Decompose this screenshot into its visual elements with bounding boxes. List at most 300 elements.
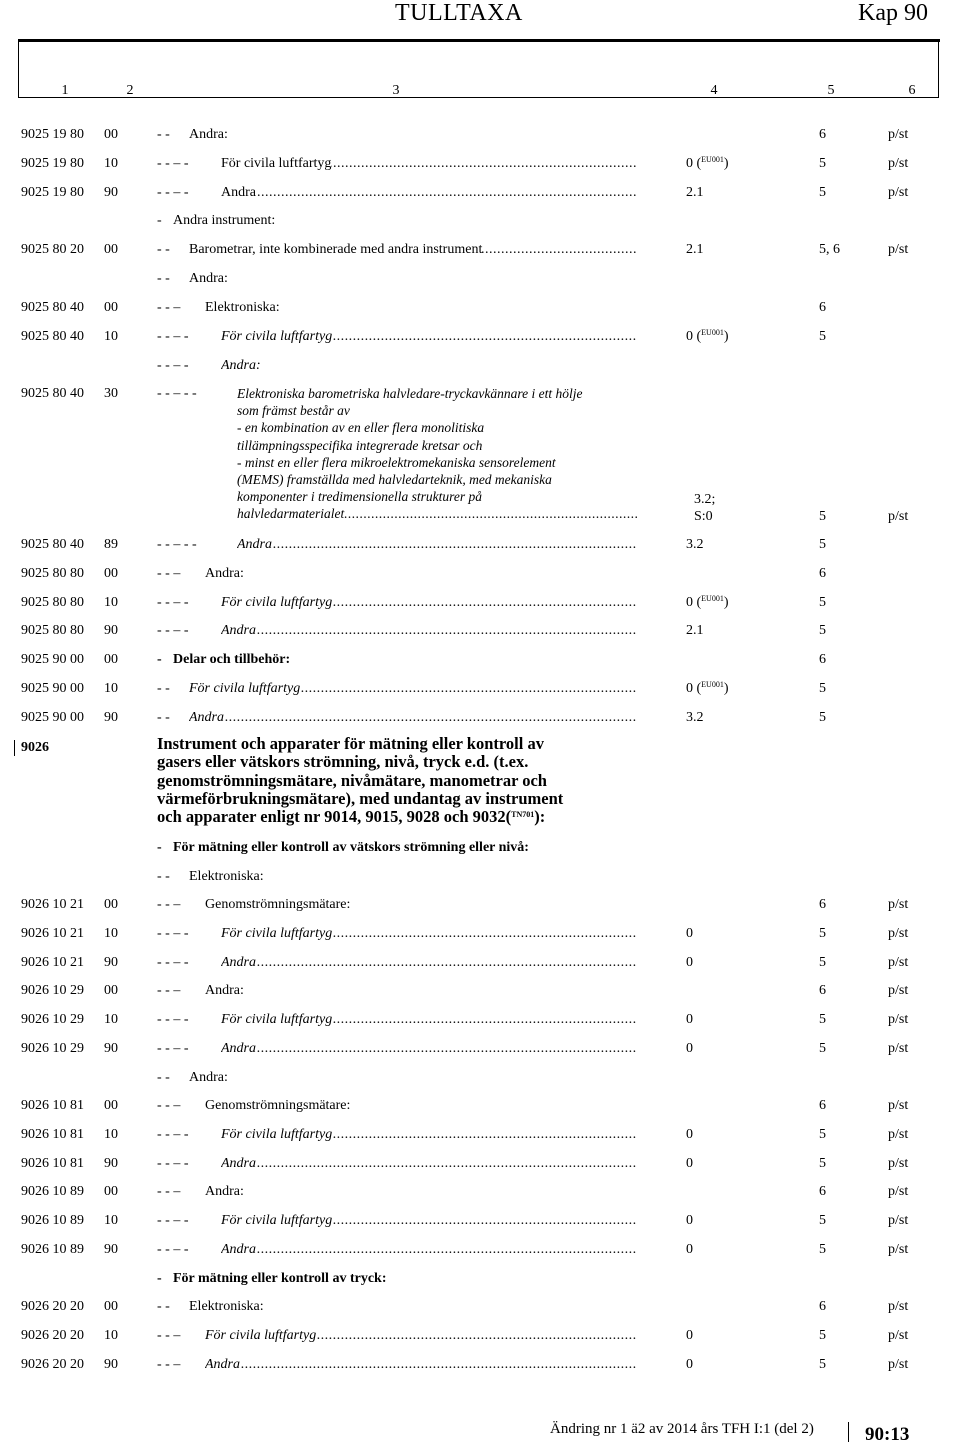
- column-5-value: 5: [819, 156, 826, 171]
- description-text: Andra:: [205, 566, 244, 581]
- commodity-code: 9026 20 20: [21, 1328, 84, 1343]
- unit: p/st: [888, 983, 909, 998]
- duty-rate-note: EU001: [701, 594, 724, 603]
- description-text: För civila luftfartyg: [205, 1328, 317, 1343]
- description-text: För civila luftfartyg: [221, 1012, 333, 1027]
- column-5-value: 6: [819, 127, 826, 142]
- description: [173, 1270, 386, 1287]
- description-text: För civila luftfartyg: [189, 681, 301, 696]
- commodity-code: 9025 90 00: [21, 652, 84, 667]
- duty-rate-close: ): [723, 329, 729, 344]
- description-line: [237, 419, 637, 436]
- indent-dashes: - - – -: [157, 1242, 189, 1257]
- description-text: Barometrar, inte kombinerade med andra instrument: [189, 242, 483, 257]
- commodity-code: 9025 80 80: [21, 595, 84, 610]
- duty-rate: S:0: [694, 509, 713, 524]
- commodity-code: 9025 80 80: [21, 623, 84, 638]
- commodity-code: 9025 90 00: [21, 710, 84, 725]
- description-line-text: komponenter i tredimensionella strukturer på: [237, 489, 482, 505]
- duty-rate-value: 2.1: [686, 242, 704, 257]
- stat-code: 90: [104, 710, 118, 725]
- duty-rate-note: EU001: [701, 328, 724, 337]
- duty-rate-close: ): [723, 681, 729, 696]
- description-line-text: - minst en eller flera mikroelektromekaniska sensorelement: [237, 454, 556, 470]
- commodity-code: 9025 80 80: [21, 566, 84, 581]
- description: [221, 594, 636, 611]
- description-text: Andra: [221, 1242, 256, 1257]
- indent-dashes: - -: [157, 1070, 170, 1085]
- duty-rate: [686, 680, 729, 697]
- description-line: [237, 505, 637, 522]
- description: [237, 385, 637, 523]
- duty-rate: [686, 184, 704, 201]
- description-text: Andra: [221, 1041, 256, 1056]
- duty-rate: [686, 155, 729, 172]
- description: [189, 1298, 264, 1315]
- column-5-value: 6: [819, 566, 826, 581]
- duty-rate-value: 0 (: [686, 329, 702, 344]
- indent-dashes: - -: [157, 271, 170, 286]
- description: [221, 622, 636, 639]
- duty-rate: [686, 536, 704, 553]
- indent-dashes: - - – -: [157, 358, 189, 373]
- indent-dashes: - - – -: [157, 955, 189, 970]
- description-line-text: som främst består av: [237, 403, 350, 419]
- duty-rate: [686, 1126, 693, 1143]
- commodity-code: 9026 10 29: [21, 1041, 84, 1056]
- column-5-value: 6: [819, 897, 826, 912]
- description: [221, 184, 636, 201]
- heading-tail: ):: [534, 807, 546, 827]
- duty-rate: [686, 925, 693, 942]
- indent-dashes: -: [157, 652, 162, 667]
- indent-dashes: - - – -: [157, 1041, 189, 1056]
- stat-code: 10: [104, 329, 118, 344]
- description-line-text: - en kombination av en eller flera monolitiska: [237, 420, 485, 436]
- duty-rate-value: 0: [686, 1041, 693, 1056]
- stat-code: 90: [104, 185, 118, 200]
- stat-code: 00: [104, 897, 118, 912]
- commodity-code: 9026 20 20: [21, 1299, 84, 1314]
- column-number-3: 3: [392, 83, 400, 98]
- unit: p/st: [888, 1184, 909, 1199]
- duty-rate: [686, 1040, 693, 1057]
- unit: p/st: [888, 156, 909, 171]
- duty-rate-value: 0: [686, 1012, 693, 1027]
- column-5-value: 5: [819, 1127, 826, 1142]
- description: [205, 299, 280, 316]
- duty-rate-value: 3.2: [686, 710, 704, 725]
- stat-code: 00: [104, 983, 118, 998]
- duty-rate: [686, 1155, 693, 1172]
- unit: p/st: [888, 1357, 909, 1372]
- stat-code: 00: [104, 1184, 118, 1199]
- description-text: Elektroniska:: [189, 1299, 264, 1314]
- duty-rate-value: 0: [686, 1242, 693, 1257]
- column-5-value: 5: [819, 710, 826, 725]
- commodity-code: 9025 80 40: [21, 537, 84, 552]
- duty-rate-value: 0: [686, 1328, 693, 1343]
- description-line: [237, 454, 637, 471]
- indent-dashes: - -: [157, 1299, 170, 1314]
- unit: p/st: [888, 1299, 909, 1314]
- description-text: Andra: [221, 623, 256, 638]
- commodity-code: 9026 10 81: [21, 1098, 84, 1113]
- indent-dashes: -: [157, 213, 162, 228]
- description-text: Andra instrument:: [173, 213, 276, 228]
- indent-dashes: - - – -: [157, 1156, 189, 1171]
- indent-dashes: - - –: [157, 300, 181, 315]
- stat-code: 00: [104, 127, 118, 142]
- description: [237, 536, 636, 553]
- duty-rate: [686, 1212, 693, 1229]
- unit: p/st: [888, 1242, 909, 1257]
- unit: p/st: [888, 1098, 909, 1113]
- commodity-code: 9026 10 21: [21, 897, 84, 912]
- description: [173, 651, 290, 668]
- indent-dashes: - - –: [157, 1357, 181, 1372]
- duty-rate: [686, 328, 729, 345]
- stat-code: 10: [104, 926, 118, 941]
- commodity-code: 9025 90 00: [21, 681, 84, 696]
- column-5-value: 6: [819, 983, 826, 998]
- stat-code: 10: [104, 1328, 118, 1343]
- description-text: Genomströmningsmätare:: [205, 897, 351, 912]
- description-text: Andra: [189, 710, 224, 725]
- description-text: Andra:: [189, 1070, 228, 1085]
- indent-dashes: -: [157, 1271, 162, 1286]
- description-text: För civila luftfartyg: [221, 926, 333, 941]
- description-text: Andra:: [205, 983, 244, 998]
- indent-dashes: - - –: [157, 983, 181, 998]
- column-5-value: 5: [819, 1041, 826, 1056]
- description-line: [237, 402, 637, 419]
- stat-code: 10: [104, 1012, 118, 1027]
- stat-code: 00: [104, 566, 118, 581]
- unit: p/st: [888, 185, 909, 200]
- indent-dashes: - - – -: [157, 623, 189, 638]
- duty-rate-value: 3.2: [686, 537, 704, 552]
- column-5-value: 5: [819, 595, 826, 610]
- description: [205, 896, 350, 913]
- description: [205, 1356, 636, 1373]
- indent-dashes: - - –: [157, 1098, 181, 1113]
- heading-line: värmeförbrukningsmätare), med undantag av instrument: [157, 788, 564, 808]
- indent-dashes: - - – -: [157, 1127, 189, 1142]
- indent-dashes: -: [157, 840, 162, 855]
- duty-rate-value: 0: [686, 1213, 693, 1228]
- duty-rate-close: ): [723, 595, 729, 610]
- description-text: För civila luftfartyg: [221, 1213, 333, 1228]
- description: [205, 982, 244, 999]
- stat-code: 90: [104, 1357, 118, 1372]
- duty-rate: [686, 594, 729, 611]
- commodity-code: 9026 10 29: [21, 983, 84, 998]
- description: [221, 1011, 636, 1028]
- duty-rate-value: 2.1: [686, 185, 704, 200]
- description: [205, 1183, 244, 1200]
- description-line: [237, 488, 637, 505]
- duty-rate-value: 0 (: [686, 595, 702, 610]
- stat-code: 00: [104, 1098, 118, 1113]
- change-marker: [14, 740, 15, 756]
- stat-code: 90: [104, 955, 118, 970]
- indent-dashes: - - – -: [157, 595, 189, 610]
- indent-dashes: - -: [157, 242, 170, 257]
- duty-rate: 3.2;: [694, 492, 716, 507]
- description-text: Andra: [221, 1156, 256, 1171]
- duty-rate-close: ): [723, 156, 729, 171]
- duty-rate: [686, 241, 704, 258]
- duty-rate-value: 0: [686, 955, 693, 970]
- description-line: [237, 385, 637, 402]
- heading-note-ref: TN701: [511, 810, 535, 820]
- description: [205, 1327, 636, 1344]
- column-number-5: 5: [827, 83, 835, 98]
- description: [173, 212, 275, 229]
- description: [173, 839, 529, 856]
- column-5-value: 5: [819, 681, 826, 696]
- description-text: Andra:: [221, 358, 261, 373]
- page-number: 90:13: [865, 1424, 910, 1445]
- description: [189, 709, 636, 726]
- stat-code: 00: [104, 300, 118, 315]
- column-5-value: 6: [819, 1184, 826, 1199]
- indent-dashes: - - – -: [157, 185, 189, 200]
- document-title: TULLTAXA: [395, 0, 523, 26]
- description-text: Genomströmningsmätare:: [205, 1098, 351, 1113]
- footer-rule: [848, 1422, 849, 1442]
- indent-dashes: - -: [157, 127, 170, 142]
- indent-dashes: - - – -: [157, 1213, 189, 1228]
- unit: p/st: [888, 955, 909, 970]
- duty-rate: [686, 1011, 693, 1028]
- unit: p/st: [888, 1041, 909, 1056]
- stat-code: 10: [104, 595, 118, 610]
- unit: p/st: [888, 1127, 909, 1142]
- description-text: För mätning eller kontroll av vätskors strömning eller nivå:: [173, 840, 529, 855]
- indent-dashes: - -: [157, 869, 170, 884]
- column-5-value: 5: [819, 1357, 826, 1372]
- column-number-2: 2: [126, 83, 134, 98]
- unit: p/st: [888, 1213, 909, 1228]
- description-text: För civila luftfartyg: [221, 595, 333, 610]
- indent-dashes: - -: [157, 710, 170, 725]
- column-5-value: 5: [819, 623, 826, 638]
- indent-dashes: - - –: [157, 1328, 181, 1343]
- heading-line: gasers eller vätskors strömning, nivå, tryck e.d. (t.ex.: [157, 752, 529, 772]
- column-5-value: 5: [819, 185, 826, 200]
- indent-dashes: - - – -: [157, 926, 189, 941]
- duty-rate: [686, 1327, 693, 1344]
- column-5-value: 5: [819, 509, 826, 524]
- description: [189, 1069, 228, 1086]
- description: [189, 680, 636, 697]
- unit: p/st: [888, 897, 909, 912]
- description-line-text: tillämpningsspecifika integrerade kretsar och: [237, 437, 483, 453]
- stat-code: 90: [104, 623, 118, 638]
- description: [205, 565, 244, 582]
- indent-dashes: - - – - -: [157, 537, 197, 552]
- stat-code: 90: [104, 1156, 118, 1171]
- description-line-text: halvledarmaterialet: [237, 506, 345, 522]
- indent-dashes: - -: [157, 681, 170, 696]
- column-5-value: 5: [819, 1012, 826, 1027]
- unit: p/st: [888, 509, 909, 524]
- stat-code: 90: [104, 1041, 118, 1056]
- stat-code: 10: [104, 1213, 118, 1228]
- commodity-code: 9026 10 89: [21, 1242, 84, 1257]
- description-text: Andra: [221, 955, 256, 970]
- description: [189, 126, 228, 143]
- duty-rate-value: 0: [686, 1156, 693, 1171]
- commodity-code: 9025 19 80: [21, 127, 84, 142]
- duty-rate: [686, 709, 704, 726]
- indent-dashes: - - – -: [157, 1012, 189, 1027]
- description: [221, 954, 636, 971]
- stat-code: 00: [104, 652, 118, 667]
- commodity-code: 9025 80 40: [21, 300, 84, 315]
- indent-dashes: - - – -: [157, 329, 189, 344]
- column-5-value: 6: [819, 300, 826, 315]
- duty-rate-value: 0: [686, 1127, 693, 1142]
- column-5-value: 5: [819, 1213, 826, 1228]
- duty-rate: [686, 954, 693, 971]
- footer-amendment: Ändring nr 1 ä2 av 2014 års TFH I:1 (del 2): [550, 1421, 814, 1437]
- description: [221, 1040, 636, 1057]
- commodity-code: 9025 19 80: [21, 156, 84, 171]
- column-number-6: 6: [908, 83, 916, 98]
- description-text: Andra:: [205, 1184, 244, 1199]
- duty-rate-value: 0 (: [686, 681, 702, 696]
- indent-dashes: - - – -: [157, 156, 189, 171]
- column-5-value: 5: [819, 329, 826, 344]
- commodity-code: 9025 19 80: [21, 185, 84, 200]
- column-5-value: 6: [819, 1098, 826, 1113]
- description: [189, 241, 636, 258]
- description-text: För civila luftfartyg: [221, 1127, 333, 1142]
- description-text: För mätning eller kontroll av tryck:: [173, 1271, 387, 1286]
- duty-rate: [686, 1356, 693, 1373]
- column-number-4: 4: [710, 83, 718, 98]
- column-5-value: 5, 6: [819, 242, 840, 257]
- column-5-value: 6: [819, 1299, 826, 1314]
- chapter-label: Kap 90: [858, 0, 928, 26]
- description: [221, 1241, 636, 1258]
- indent-dashes: - - –: [157, 566, 181, 581]
- description-line-text: Elektroniska barometriska halvledare-tryckavkännare i ett hölje: [237, 386, 583, 401]
- column-5-value: 5: [819, 1242, 826, 1257]
- description-text: Andra:: [189, 271, 228, 286]
- duty-rate-note: EU001: [701, 155, 724, 164]
- duty-rate-value: 0: [686, 1357, 693, 1372]
- stat-code: 00: [104, 1299, 118, 1314]
- heading-line: [157, 808, 563, 826]
- commodity-code: 9026 10 21: [21, 955, 84, 970]
- stat-code: 10: [104, 681, 118, 696]
- description-text: Andra: [237, 537, 272, 552]
- commodity-code: 9026 10 89: [21, 1213, 84, 1228]
- duty-rate: [686, 1241, 693, 1258]
- unit: p/st: [888, 127, 909, 142]
- heading-line: Instrument och apparater för mätning eller kontroll av: [157, 734, 544, 753]
- commodity-code: 9026 10 89: [21, 1184, 84, 1199]
- description: [221, 925, 636, 942]
- stat-code: 90: [104, 1242, 118, 1257]
- description-line-text: (MEMS) framställda med halvledarteknik, med mekaniska: [237, 472, 552, 488]
- commodity-code: 9026 20 20: [21, 1357, 84, 1372]
- duty-rate-value: 2.1: [686, 623, 704, 638]
- column-5-value: 5: [819, 1328, 826, 1343]
- description: [205, 1097, 350, 1114]
- duty-rate-note: EU001: [701, 680, 724, 689]
- commodity-code: 9025 80 40: [21, 329, 84, 344]
- description-line: [237, 437, 637, 454]
- description: [221, 155, 636, 172]
- commodity-code: 9026 10 21: [21, 926, 84, 941]
- unit: p/st: [888, 926, 909, 941]
- description: [189, 868, 264, 885]
- commodity-code: 9025 80 40: [21, 386, 84, 401]
- commodity-code: 9026 10 81: [21, 1127, 84, 1142]
- description-text: Elektroniska:: [205, 300, 280, 315]
- heading-line-text: och apparater enligt nr 9014, 9015, 9028 och 9032(: [157, 807, 512, 827]
- description: [221, 1126, 636, 1143]
- description-text: Andra: [205, 1357, 240, 1372]
- column-5-value: 5: [819, 926, 826, 941]
- stat-code: 00: [104, 242, 118, 257]
- description-line: [237, 471, 637, 488]
- commodity-code: 9026 10 81: [21, 1156, 84, 1171]
- unit: p/st: [888, 242, 909, 257]
- description-text: Delar och tillbehör:: [173, 652, 291, 667]
- description: [221, 1212, 636, 1229]
- stat-code: 10: [104, 156, 118, 171]
- description: [221, 328, 636, 345]
- stat-code: 10: [104, 1127, 118, 1142]
- duty-rate-value: 0: [686, 926, 693, 941]
- stat-code: 89: [104, 537, 118, 552]
- description-text: För civila luftfartyg: [221, 156, 332, 171]
- indent-dashes: - - –: [157, 897, 181, 912]
- column-5-value: 5: [819, 1156, 826, 1171]
- commodity-code: 9026 10 29: [21, 1012, 84, 1027]
- description: [221, 357, 261, 374]
- indent-dashes: - - –: [157, 1184, 181, 1199]
- unit: p/st: [888, 1012, 909, 1027]
- column-5-value: 5: [819, 955, 826, 970]
- column-number-1: 1: [61, 83, 69, 98]
- description-text: Andra:: [189, 127, 228, 142]
- heading-line: genomströmningsmätare, nivåmätare, manometrar och: [157, 770, 547, 790]
- stat-code: 30: [104, 386, 118, 401]
- description-text: För civila luftfartyg: [221, 329, 333, 344]
- unit: p/st: [888, 1156, 909, 1171]
- duty-rate: [686, 622, 704, 639]
- description: [221, 1155, 636, 1172]
- duty-rate-value: 0 (: [686, 156, 702, 171]
- column-5-value: 5: [819, 537, 826, 552]
- indent-dashes: - - – - -: [157, 386, 197, 401]
- heading-code: 9026: [21, 740, 49, 755]
- description: [189, 270, 228, 287]
- column-5-value: 6: [819, 652, 826, 667]
- unit: p/st: [888, 1328, 909, 1343]
- description-text: Andra: [221, 185, 256, 200]
- description-text: Elektroniska:: [189, 869, 264, 884]
- commodity-code: 9025 80 20: [21, 242, 84, 257]
- heading-description: [157, 735, 563, 826]
